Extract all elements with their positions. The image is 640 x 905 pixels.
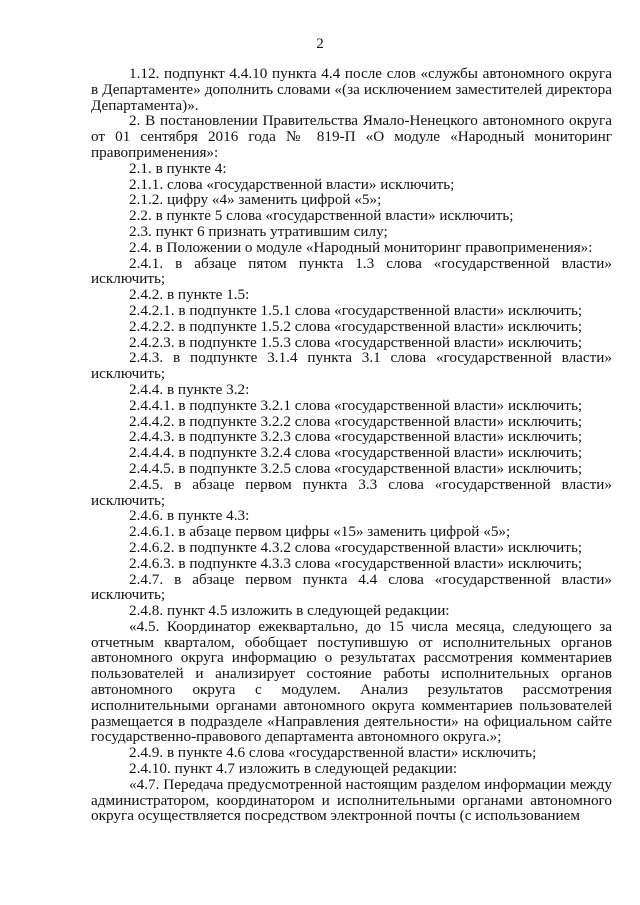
paragraph: «4.7. Передача предусмотренной настоящим разделом информации между администратором, координатором и исполнительными органами автономного округа осуществляется посредством электронной почты (с использованием <box>91 775 612 825</box>
paragraph: 2. В постановлении Правительства Ямало-Ненецкого автономного округа от 01 сентября 2016 года № 819-П «О модуле «Народный мониторинг правоприменения»: <box>91 112 612 161</box>
paragraph: 2.4.4.5. в подпункте 3.2.5 слова «государственной власти» исключить; <box>129 459 583 477</box>
paragraph: «4.5. Координатор ежеквартально, до 15 числа месяца, следующего за отчетным кварталом, обобщает поступившую от исполнительных органов автономного округа информацию о результатах рассмотрения комментариев пользователей и анализирует состояние работы исполнительных органов автономного округа с модулем. Анализ результатов рассмотрения исполнительными органами автономного округа комментариев пользователей размещается в подразделе «Направления деятельности» на официальном сайте государственно-правового департамента автономного округа.»; <box>91 617 612 746</box>
page-number: 2 <box>316 36 324 52</box>
paragraph: 2.1. в пункте 4: <box>129 159 227 177</box>
paragraph: 2.4.2.2. в подпункте 1.5.2 слова «государственной власти» исключить; <box>129 317 583 335</box>
paragraph: 2.4.4.4. в подпункте 3.2.4 слова «государственной власти» исключить; <box>129 444 583 462</box>
paragraph: 2.1.1. слова «государственной власти» исключить; <box>129 175 455 193</box>
paragraph: 2.4.6.3. в подпункте 4.3.3 слова «государственной власти» исключить; <box>129 554 583 572</box>
paragraph: 2.2. в пункте 5 слова «государственной власти» исключить; <box>129 207 514 225</box>
paragraph: 2.4.6.2. в подпункте 4.3.2 слова «государственной власти» исключить; <box>129 538 583 556</box>
paragraph: 2.4.4.2. в подпункте 3.2.2 слова «государственной власти» исключить; <box>129 412 583 430</box>
paragraph: 2.4.2. в пункте 1.5: <box>129 286 250 304</box>
paragraph: 2.4.1. в абзаце пятом пункта 1.3 слова «государственной власти» исключить; <box>91 254 612 288</box>
paragraph: 2.4.9. в пункте 4.6 слова «государственной власти» исключить; <box>129 744 537 762</box>
paragraph: 2.4.7. в абзаце первом пункта 4.4 слова «государственной власти» исключить; <box>91 570 612 604</box>
paragraph: 2.3. пункт 6 признать утратившим силу; <box>129 222 388 240</box>
paragraph: 2.4.2.1. в подпункте 1.5.1 слова «государственной власти» исключить; <box>129 301 583 319</box>
paragraph: 2.4.6.1. в абзаце первом цифры «15» заменить цифрой «5»; <box>129 523 511 541</box>
paragraph: 2.4.2.3. в подпункте 1.5.3 слова «государственной власти» исключить; <box>129 333 583 351</box>
paragraph: 2.4.3. в подпункте 3.1.4 пункта 3.1 слова «государственной власти» исключить; <box>91 349 612 383</box>
paragraph: 2.4.4.3. в подпункте 3.2.3 слова «государственной власти» исключить; <box>129 428 583 446</box>
paragraph: 2.4.10. пункт 4.7 изложить в следующей редакции: <box>129 760 458 778</box>
paragraph: 2.4.5. в абзаце первом пункта 3.3 слова «государственной власти» исключить; <box>91 475 612 509</box>
paragraph: 2.4.4. в пункте 3.2: <box>129 380 250 398</box>
paragraph: 2.4.4.1. в подпункте 3.2.1 слова «государственной власти» исключить; <box>129 396 583 414</box>
paragraph: 2.4. в Положении о модуле «Народный мониторинг правоприменения»: <box>129 238 593 256</box>
paragraph: 2.4.8. пункт 4.5 изложить в следующей редакции: <box>129 602 450 620</box>
paragraph: 1.12. подпункт 4.4.10 пункта 4.4 после слов «службы автономного округа в Департаменте» дополнить словами «(за исключением заместителей директора Департамента)». <box>91 65 612 114</box>
paragraph: 2.1.2. цифру «4» заменить цифрой «5»; <box>129 191 382 209</box>
paragraph: 2.4.6. в пункте 4.3: <box>129 507 250 525</box>
document-body <box>91 66 612 824</box>
